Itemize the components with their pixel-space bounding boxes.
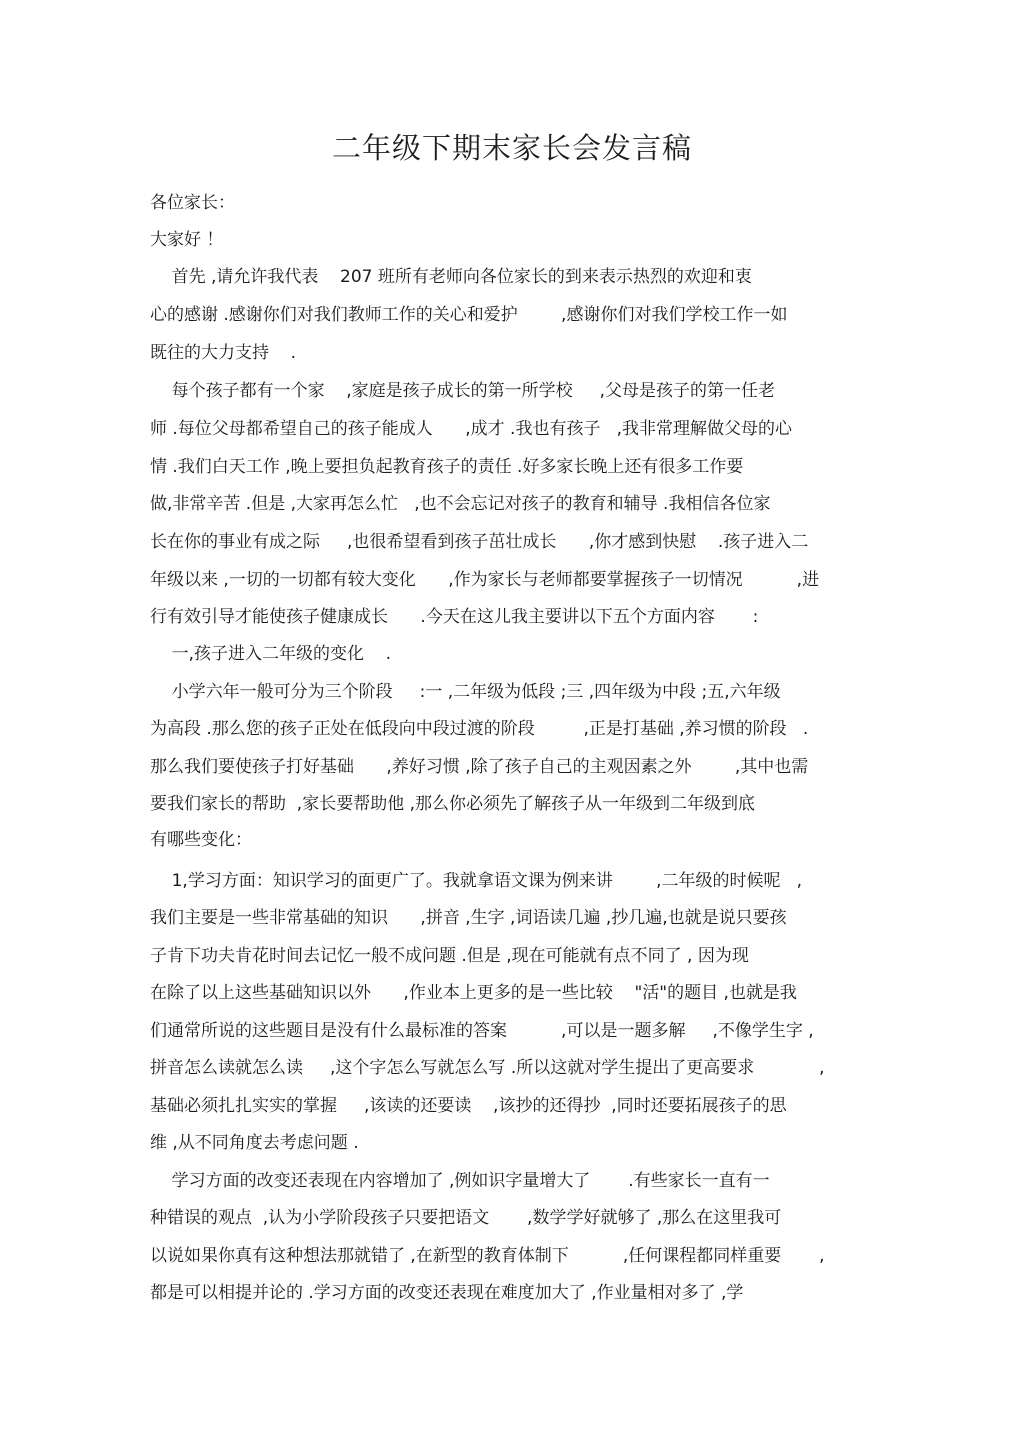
paragraph-line: 心的感谢 .感谢你们对我们教师工作的关心和爱护 ,感谢你们对我们学校工作一如 — [150, 305, 788, 325]
paragraph-line: 基础必须扎扎实实的掌握 ,该读的还要读 ,该抄的还得抄 ,同时还要拓展孩子的思 — [150, 1096, 787, 1116]
paragraph-line: 有哪些变化： — [150, 830, 252, 850]
paragraph-line: 年级以来 ,一切的一切都有较大变化 ,作为家长与老师都要掌握孩子一切情况 ,进 — [150, 570, 820, 590]
paragraph-line: 那么我们要使孩子打好基础 ,养好习惯 ,除了孩子自己的主观因素之外 ,其中也需 — [150, 757, 809, 777]
paragraph-line: 每个孩子都有一个家 ,家庭是孩子成长的第一所学校 ,父母是孩子的第一任老 — [150, 381, 776, 401]
document-title: 二年级下期末家长会发言稿 — [331, 131, 692, 165]
paragraph-line: 子肯下功夫肯花时间去记忆一般不成问题 .但是 ,现在可能就有点不同了 , 因为现 — [150, 946, 749, 966]
paragraph-line: 1,学习方面：知识学习的面更广了。我就拿语文课为例来讲 ,二年级的时候呢 , — [150, 871, 803, 891]
paragraph-line: 都是可以相提并论的 .学习方面的改变还表现在难度加大了 ,作业量相对多了 ,学 — [150, 1283, 744, 1303]
paragraph-line: 拼音怎么读就怎么读 ,这个字怎么写就怎么写 .所以这就对学生提出了更高要求 , — [150, 1058, 825, 1078]
paragraph-line: 行有效引导才能使孩子健康成长 .今天在这儿我主要讲以下五个方面内容 : — [150, 607, 759, 627]
paragraph-line: 要我们家长的帮助 ,家长要帮助他 ,那么你必须先了解孩子从一年级到二年级到底 — [150, 794, 756, 814]
paragraph-line: 为高段 .那么您的孩子正处在低段向中段过渡的阶段 ,正是打基础 ,养习惯的阶段 . — [150, 719, 809, 739]
paragraph-line: 一,孩子进入二年级的变化 . — [150, 644, 392, 664]
paragraph-line: 长在你的事业有成之际 ,也很希望看到孩子茁壮成长 ,你才感到快慰 .孩子进入二 — [150, 532, 809, 552]
paragraph-line: 大家好 ！ — [150, 230, 224, 250]
paragraph-line: 既往的大力支持 . — [150, 343, 297, 363]
paragraph-line: 做,非常辛苦 .但是 ,大家再怎么忙 ,也不会忘记对孩子的教育和辅导 .我相信各位家 — [150, 494, 771, 514]
paragraph-line: 以说如果你真有这种想法那就错了 ,在新型的教育体制下 ,任何课程都同样重要 , — [150, 1246, 825, 1266]
paragraph-line: 学习方面的改变还表现在内容增加了 ,例如识字量增大了 .有些家长一直有一 — [150, 1171, 770, 1191]
paragraph-line: 们通常所说的这些题目是没有什么最标准的答案 ,可以是一题多解 ,不像学生字 , — [150, 1021, 814, 1041]
paragraph-line: 各位家长： — [150, 193, 235, 213]
paragraph-line: 维 ,从不同角度去考虑问题 . — [150, 1133, 359, 1153]
paragraph-line: 我们主要是一些非常基础的知识 ,拼音 ,生字 ,词语读几遍 ,抄几遍,也就是说只要孩 — [150, 908, 787, 928]
paragraph-line: 种错误的观点 ,认为小学阶段孩子只要把语文 ,数学学好就够了 ,那么在这里我可 — [150, 1208, 782, 1228]
paragraph-line: 师 .每位父母都希望自己的孩子能成人 ,成才 .我也有孩子 ,我非常理解做父母的心 — [150, 419, 793, 439]
paragraph-line: 在除了以上这些基础知识以外 ,作业本上更多的是一些比较 "活"的题目 ,也就是我 — [150, 983, 797, 1003]
paragraph-line: 首先 ,请允许我代表 207 班所有老师向各位家长的到来表示热烈的欢迎和衷 — [150, 267, 752, 287]
paragraph-line: 情 .我们白天工作 ,晚上要担负起教育孩子的责任 .好多家长晚上还有很多工作要 — [150, 457, 744, 477]
paragraph-line: 小学六年一般可分为三个阶段 :一 ,二年级为低段 ;三 ,四年级为中段 ;五,六年级 — [150, 682, 781, 702]
